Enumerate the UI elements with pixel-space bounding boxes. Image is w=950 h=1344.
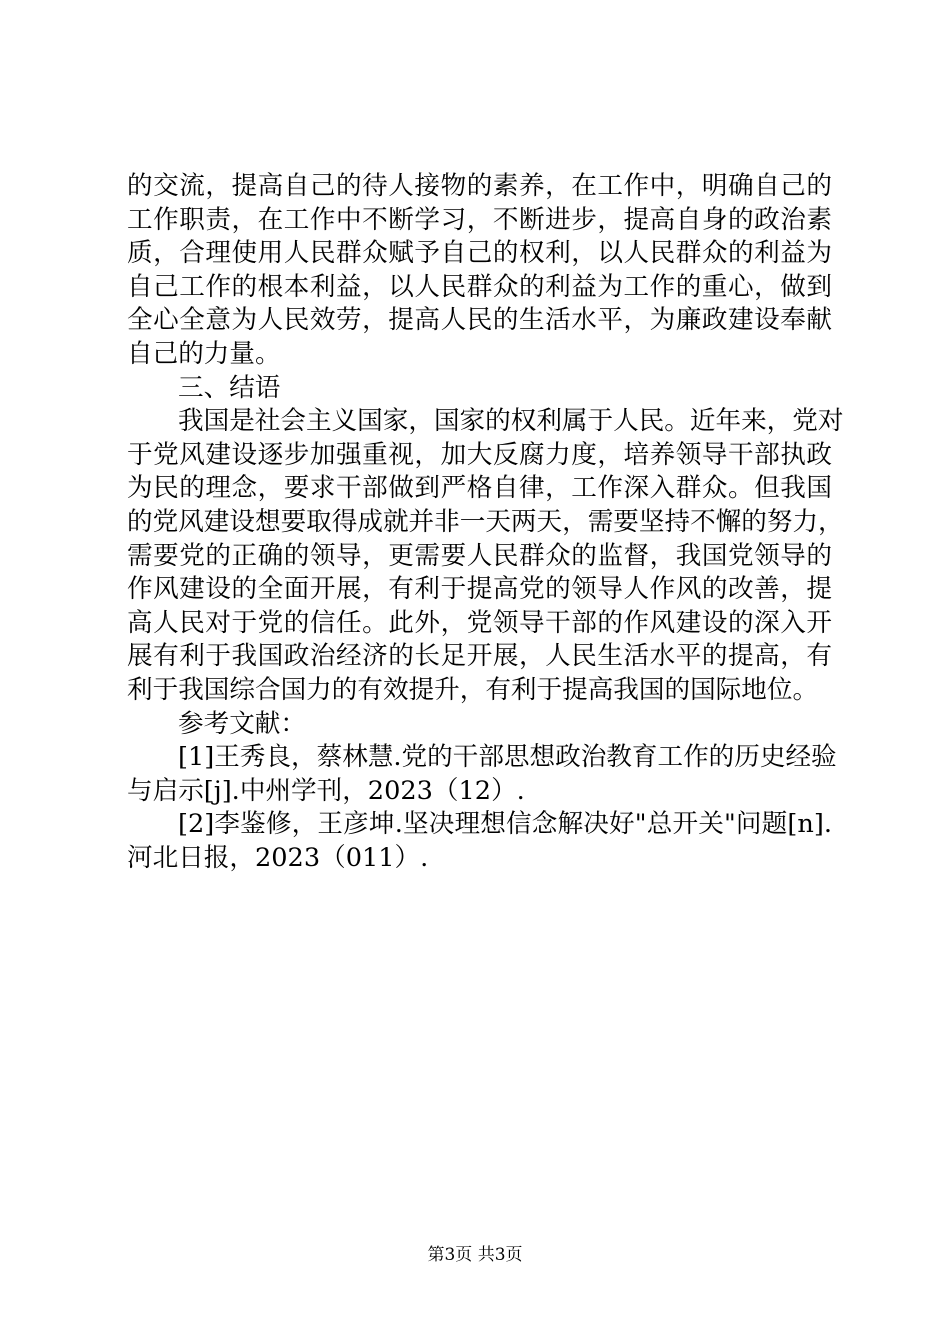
text-line: 高人民对于党的信任。此外，党领导干部的作风建设的深入开 bbox=[127, 607, 832, 638]
text-line: 河北日报，2023（011）. bbox=[127, 842, 429, 873]
reference-item-1 bbox=[127, 741, 837, 808]
conclusion-paragraph bbox=[127, 405, 844, 707]
text-line: 利于我国综合国力的有效提升，有利于提高我国的国际地位。 bbox=[127, 674, 819, 705]
text-line: 质，合理使用人民群众赋予自己的权利，以人民群众的利益为 bbox=[127, 238, 832, 269]
document-body bbox=[127, 170, 844, 875]
text-line: 为民的理念，要求干部做到严格自律，工作深入群众。但我国 bbox=[127, 473, 832, 504]
references-heading: 参考文献： bbox=[178, 708, 306, 739]
text-line: 的交流，提高自己的待人接物的素养，在工作中，明确自己的 bbox=[127, 171, 832, 201]
text-line: [2]李鉴修，王彦坤.坚决理想信念解决好"总开关"问题[n]. bbox=[178, 809, 832, 840]
text-line: 的党风建设想要取得成就并非一天两天，需要坚持不懈的努力， bbox=[127, 506, 844, 537]
page-number-footer: 第3页 共3页 bbox=[427, 1245, 523, 1265]
text-line: 展有利于我国政治经济的长足开展，人民生活水平的提高，有 bbox=[127, 641, 832, 672]
reference-item-2 bbox=[127, 808, 832, 875]
text-line: 作风建设的全面开展，有利于提高党的领导人作风的改善，提 bbox=[127, 574, 832, 605]
section-heading: 三、结语 bbox=[178, 372, 281, 403]
text-line: 工作职责，在工作中不断学习，不断进步，提高自身的政治素 bbox=[127, 204, 832, 235]
text-line: [1]王秀良，蔡林慧.党的干部思想政治教育工作的历史经验 bbox=[178, 742, 837, 773]
text-line: 自己的力量。 bbox=[127, 338, 281, 369]
text-line: 需要党的正确的领导，更需要人民群众的监督，我国党领导的 bbox=[127, 540, 832, 571]
text-line: 与启示[j].中州学刊，2023（12）. bbox=[127, 775, 525, 806]
paragraph-continued bbox=[127, 170, 832, 372]
text-line: 于党风建设逐步加强重视，加大反腐力度，培养领导干部执政 bbox=[127, 439, 832, 470]
text-line: 全心全意为人民效劳，提高人民的生活水平，为廉政建设奉献 bbox=[127, 305, 832, 336]
text-line: 自己工作的根本利益，以人民群众的利益为工作的重心，做到 bbox=[127, 271, 832, 302]
text-line: 我国是社会主义国家，国家的权利属于人民。近年来，党对 bbox=[178, 406, 844, 437]
